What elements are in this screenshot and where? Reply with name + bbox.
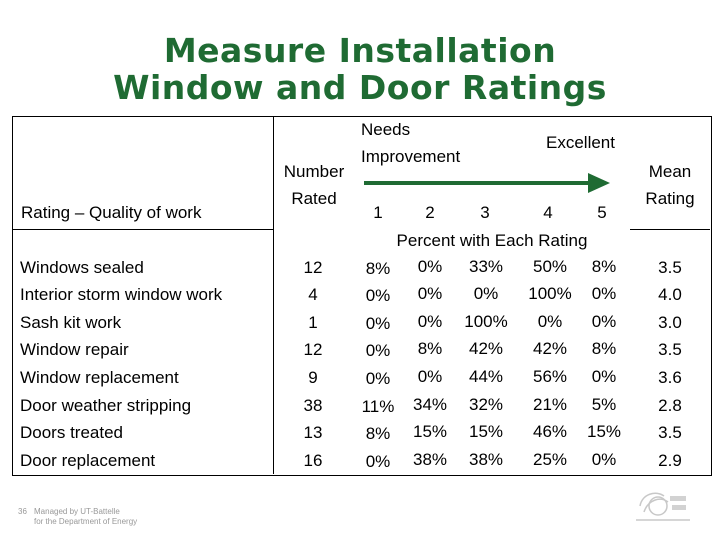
percent-rating-1: 0% <box>365 314 391 333</box>
header-divider <box>12 229 274 230</box>
percent-rating-3: 33% <box>468 257 504 276</box>
scale-arrow-shaft <box>364 181 590 185</box>
percent-rating-4: 25% <box>532 450 568 469</box>
percent-rating-2: 15% <box>412 422 448 441</box>
footer-line1: Managed by UT-Battelle <box>34 507 120 516</box>
measure-name: Window replacement <box>20 368 179 387</box>
measure-name: Doors treated <box>20 423 123 442</box>
percent-rating-1: 8% <box>365 259 391 278</box>
percent-rating-4: 46% <box>532 422 568 441</box>
percent-rating-4: 21% <box>532 395 568 414</box>
percent-rating-4: 50% <box>532 257 568 276</box>
measure-name: Windows sealed <box>20 258 144 277</box>
percent-rating-3: 0% <box>473 284 499 303</box>
number-rated: 12 <box>303 340 323 359</box>
header-rating-quality: Rating – Quality of work <box>21 203 202 222</box>
measure-name: Door replacement <box>20 451 156 470</box>
percent-rating-3: 100% <box>464 312 508 331</box>
percent-rating-4: 56% <box>532 367 568 386</box>
slide-title-line1: Measure Installation <box>163 31 557 70</box>
percent-rating-5: 8% <box>591 257 617 276</box>
mean-rating: 3.6 <box>658 368 682 387</box>
footer-line2: for the Department of Energy <box>34 517 138 526</box>
footer-text <box>34 507 137 527</box>
percent-rating-3: 42% <box>468 339 504 358</box>
measure-name: Interior storm window work <box>20 285 223 304</box>
scale-label: 4 <box>543 203 553 222</box>
mean-rating: 4.0 <box>658 285 682 304</box>
header-needs-improvement-line1: Needs <box>361 120 411 139</box>
scale-label: 2 <box>425 203 435 222</box>
percent-rating-5: 0% <box>591 312 617 331</box>
mean-rating: 2.8 <box>658 396 682 415</box>
number-rated: 4 <box>308 285 318 304</box>
percent-rating-5: 0% <box>591 284 617 303</box>
percent-rating-5: 8% <box>591 339 617 358</box>
percent-rating-2: 8% <box>417 339 443 358</box>
header-excellent: Excellent <box>546 133 615 152</box>
scale-label: 5 <box>597 203 607 222</box>
percent-rating-2: 0% <box>417 284 443 303</box>
number-rated: 13 <box>303 423 323 442</box>
slide-title-line2: Window and Door Ratings <box>113 68 607 107</box>
measure-name: Door weather stripping <box>20 396 192 415</box>
number-rated: 12 <box>303 258 323 277</box>
mean-rating: 3.0 <box>658 313 682 332</box>
percent-rating-3: 44% <box>468 367 504 386</box>
mean-rating: 3.5 <box>658 340 682 359</box>
mean-rating: 3.5 <box>658 423 682 442</box>
header-mean-rating-line2: Rating <box>645 189 695 208</box>
percent-rating-2: 0% <box>417 367 443 386</box>
column-divider <box>273 116 274 474</box>
number-rated: 9 <box>308 368 318 387</box>
percent-rating-2: 34% <box>412 395 448 414</box>
scale-label: 3 <box>480 203 490 222</box>
number-rated: 16 <box>303 451 323 470</box>
header-number-rated-line1: Number <box>283 162 345 181</box>
lab-logo-icon <box>634 486 692 526</box>
header-number-rated-line2: Rated <box>291 189 337 208</box>
number-rated: 1 <box>308 313 318 332</box>
percent-rating-1: 0% <box>365 341 391 360</box>
percent-rating-1: 8% <box>365 424 391 443</box>
header-needs-improvement-line2: Improvement <box>361 147 461 166</box>
percent-rating-3: 32% <box>468 395 504 414</box>
percent-rating-5: 15% <box>586 422 622 441</box>
slide-number: 36 <box>18 507 27 516</box>
percent-rating-5: 0% <box>591 450 617 469</box>
header-divider-right <box>630 229 710 230</box>
percent-rating-3: 38% <box>468 450 504 469</box>
number-rated: 38 <box>303 396 323 415</box>
percent-rating-5: 5% <box>591 395 617 414</box>
percent-rating-4: 100% <box>528 284 572 303</box>
percent-rating-4: 0% <box>537 312 563 331</box>
measure-name: Sash kit work <box>20 313 122 332</box>
arrow-right-icon <box>588 173 610 193</box>
measure-name: Window repair <box>20 340 129 359</box>
percent-rating-2: 0% <box>417 312 443 331</box>
mean-rating: 3.5 <box>658 258 682 277</box>
percent-rating-4: 42% <box>532 339 568 358</box>
percent-rating-2: 0% <box>417 257 443 276</box>
percent-rating-3: 15% <box>468 422 504 441</box>
scale-label: 1 <box>373 203 383 222</box>
header-mean-rating-line1: Mean <box>648 162 692 181</box>
percent-caption: Percent with Each Rating <box>396 231 588 250</box>
percent-rating-1: 0% <box>365 452 391 471</box>
mean-rating: 2.9 <box>658 451 682 470</box>
percent-rating-2: 38% <box>412 450 448 469</box>
percent-rating-1: 11% <box>361 397 395 416</box>
percent-rating-5: 0% <box>591 367 617 386</box>
percent-rating-1: 0% <box>365 369 391 388</box>
percent-rating-1: 0% <box>365 286 391 305</box>
